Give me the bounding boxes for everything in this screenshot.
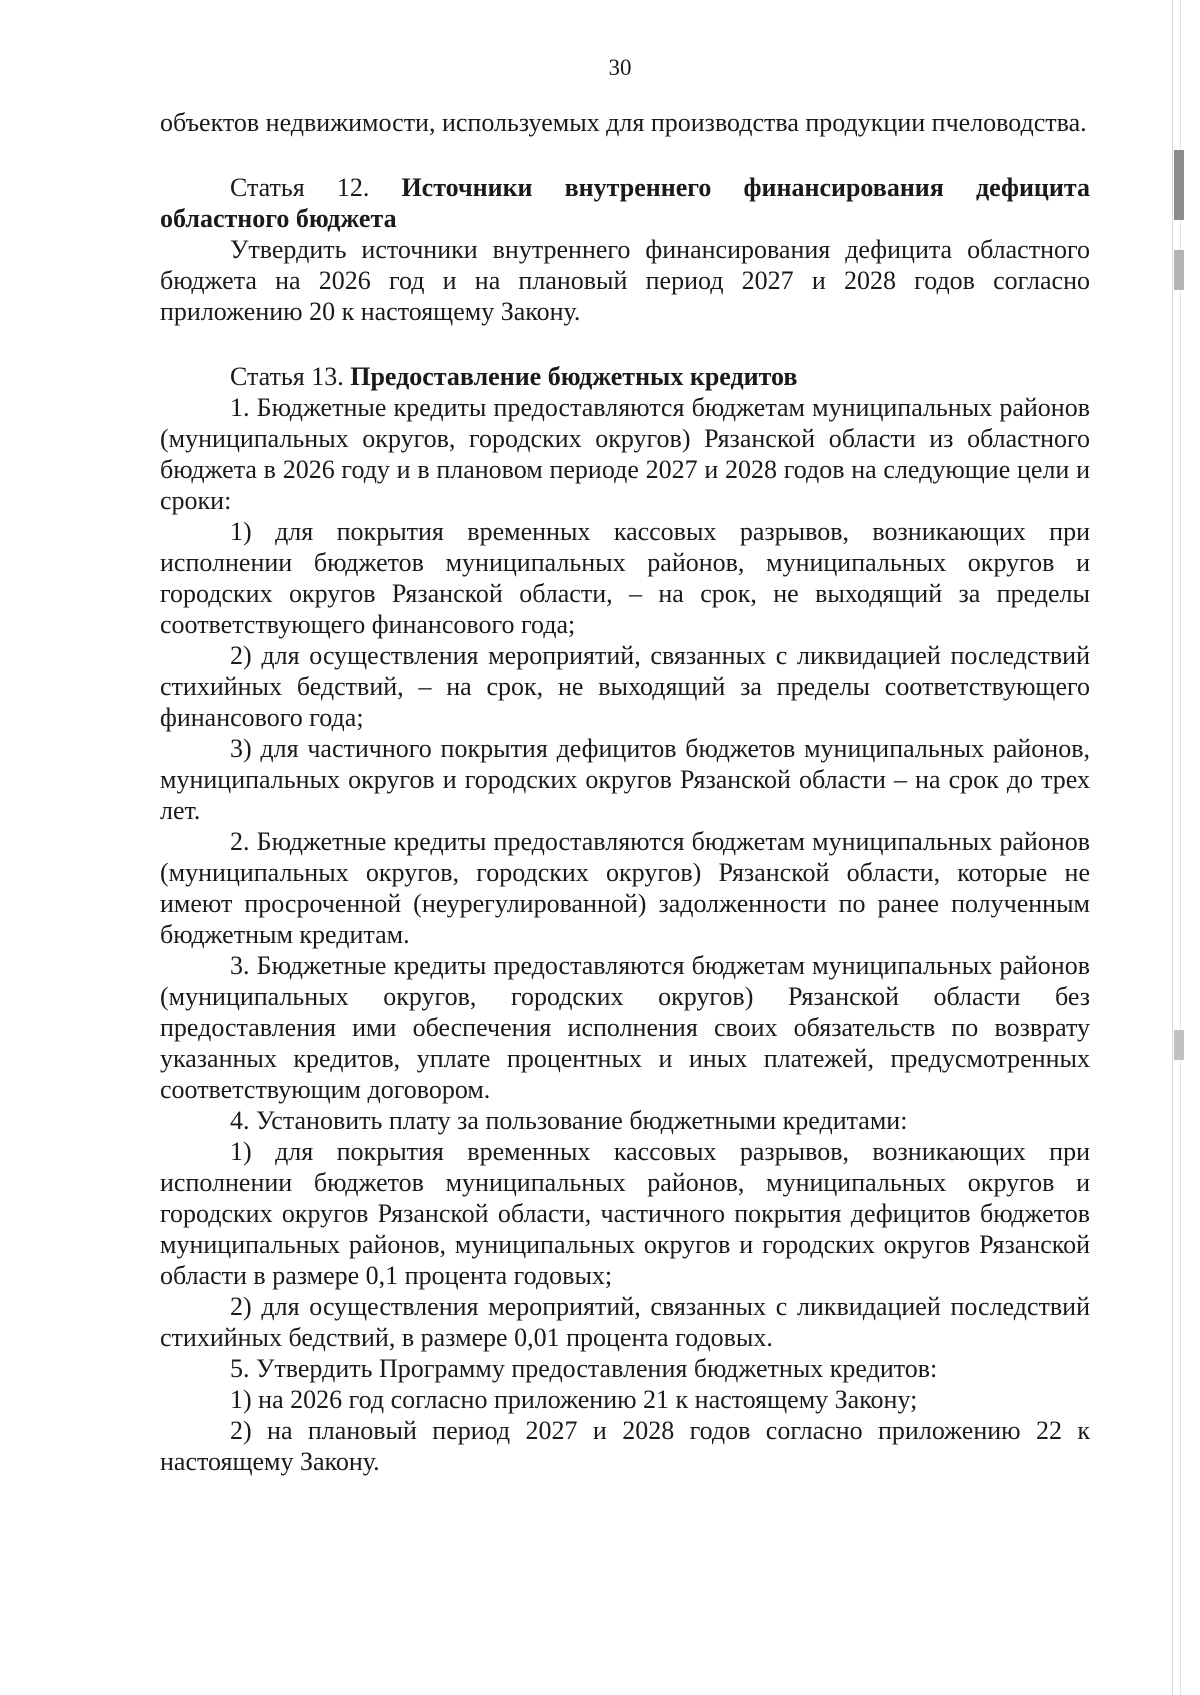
scan-line <box>1172 0 1173 1695</box>
page-number: 30 <box>608 55 632 80</box>
article-13-point-5: 5. Утвердить Программу предоставления бюджетных кредитов: <box>230 1354 938 1383</box>
article-13-point-4-item-2: 2) для осуществления мероприятий, связанных с ликвидацией последствий стихийных бедствий, в размере 0,01 процента годовых. <box>160 1292 1090 1352</box>
article-13-point-1: 1. Бюджетные кредиты предоставляются бюджетам муниципальных районов (муниципальных округов, городских округов) Рязанской области из областного бюджета в 2026 году и в плановом периоде 2027 и 2028 годов на следующие цели и сроки: <box>160 393 1090 515</box>
article-13-label: Статья 13. <box>230 362 344 391</box>
scan-mark <box>1174 1030 1184 1060</box>
article-13-point-5-item-2: 2) на плановый период 2027 и 2028 годов согласно приложению 22 к настоящему Закону. <box>160 1416 1090 1476</box>
spacer <box>160 138 1090 172</box>
article-13-point-4: 4. Установить плату за пользование бюджетными кредитами: <box>230 1106 908 1135</box>
article-13-title: Предоставление бюджетных кредитов <box>350 362 798 391</box>
article-13-point-2: 2. Бюджетные кредиты предоставляются бюджетам муниципальных районов (муниципальных округов, городских округов) Рязанской области, которые не имеют просроченной (неурегулированной) задолженности по ранее полученным бюджетным кредитам. <box>160 827 1090 949</box>
document-body <box>160 107 1090 1477</box>
article-12-heading <box>160 172 1090 234</box>
article-13-point-4-item-1: 1) для покрытия временных кассовых разрывов, возникающих при исполнении бюджетов муниципальных районов, муниципальных округов и городских округов Рязанской области, частичного покрытия дефицитов бюджетов муниципальных районов, муниципальных округов и городских округов Рязанской области в размере 0,1 процента годовых; <box>160 1137 1090 1290</box>
article-13-point-1-item-1: 1) для покрытия временных кассовых разрывов, возникающих при исполнении бюджетов муниципальных районов, муниципальных округов и городских округов Рязанской области, – на срок, не выходящий за пределы соответствующего финансового года; <box>160 517 1090 639</box>
continuation-paragraph: объектов недвижимости, используемых для производства продукции пчеловодства. <box>160 108 1087 137</box>
scan-edge-artifact <box>1166 0 1200 1695</box>
article-12-label: Статья 12. <box>230 173 370 202</box>
article-13-point-1-item-3: 3) для частичного покрытия дефицитов бюджетов муниципальных районов, муниципальных округов и городских округов Рязанской области – на срок до трех лет. <box>160 734 1090 825</box>
scan-mark <box>1174 250 1184 290</box>
article-13-heading <box>160 361 1090 392</box>
scan-mark <box>1174 150 1184 220</box>
article-12-title: Источники внутреннего финансирования дефицита областного бюджета <box>160 173 1090 233</box>
article-13-point-1-item-2: 2) для осуществления мероприятий, связанных с ликвидацией последствий стихийных бедствий, – на срок, не выходящий за пределы соответствующего финансового года; <box>160 641 1090 732</box>
article-12-text: Утвердить источники внутреннего финансирования дефицита областного бюджета на 2026 год и на плановый период 2027 и 2028 годов согласно приложению 20 к настоящему Закону. <box>160 235 1090 326</box>
spacer <box>160 327 1090 361</box>
article-13-point-5-item-1: 1) на 2026 год согласно приложению 21 к настоящему Закону; <box>230 1385 918 1414</box>
article-13-point-3: 3. Бюджетные кредиты предоставляются бюджетам муниципальных районов (муниципальных округов, городских округов) Рязанской области без предоставления ими обеспечения исполнения своих обязательств по возврату указанных кредитов, уплате процентных и иных платежей, предусмотренных соответствующим договором. <box>160 951 1090 1104</box>
